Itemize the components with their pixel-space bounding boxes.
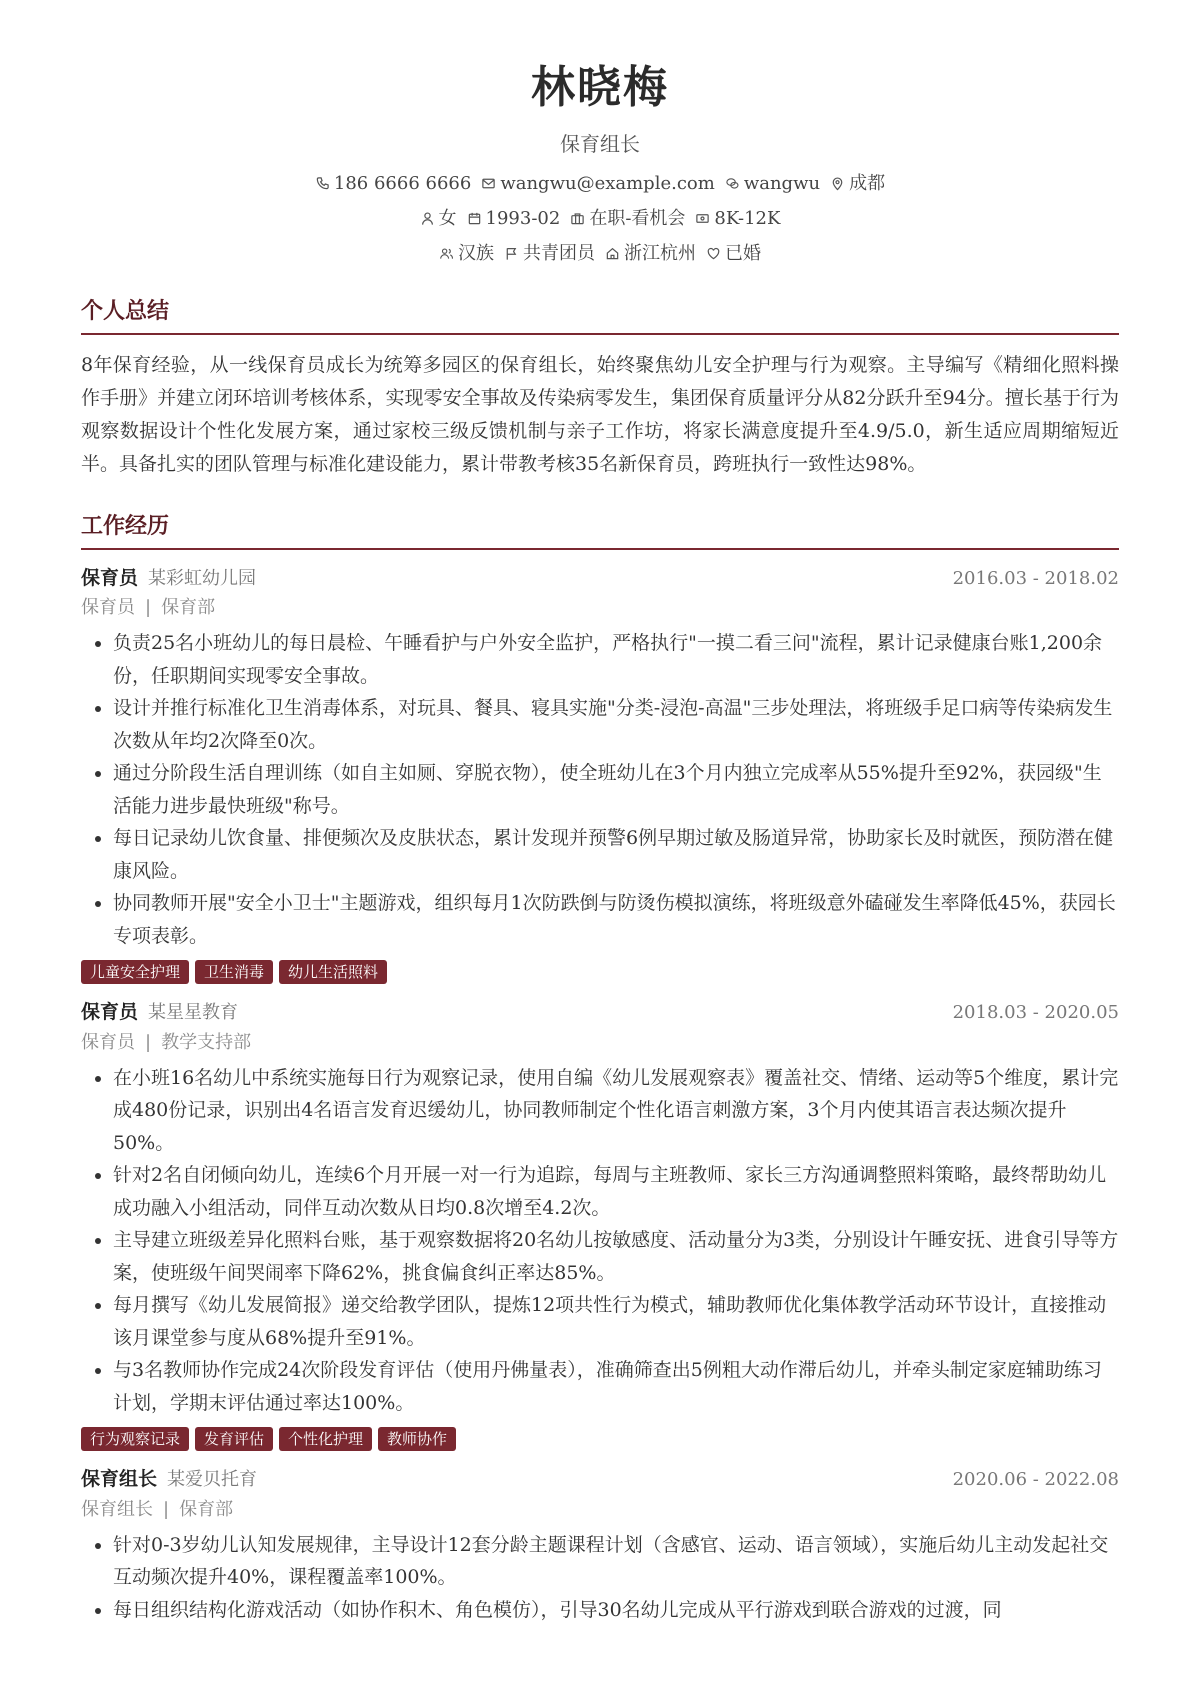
job-bullets [81, 627, 1119, 952]
contact-salary [695, 206, 780, 231]
political-text: 共青团员 [523, 243, 595, 265]
resume-content [81, 296, 1119, 1656]
wechat-icon [725, 176, 740, 191]
skill-tag: 行为观察记录 [81, 1427, 189, 1451]
job-position: 保育员 [81, 1031, 135, 1053]
bullet-item: • 负责25名小班幼儿的每日晨检、午睡看护与户外安全监护，严格执行"一摸二看三问"流程，累计记录健康台账1,200余份，任职期间实现零安全事故。 [113, 627, 1119, 692]
contact-gender [420, 206, 457, 231]
location-icon [830, 176, 845, 191]
bullet-item: • 主导建立班级差异化照料台账，基于观察数据将20名幼儿按敏感度、活动量分为3类，分别设计午睡安抚、进食引导等方案，使班级午间哭闹率下降62%，挑食偏食纠正率达85%。 [113, 1224, 1119, 1289]
job-position: 保育员 [81, 597, 135, 619]
job-role-group [81, 1465, 257, 1494]
contact-row-2 [0, 206, 1200, 231]
contact-row-1 [0, 171, 1200, 196]
location-text: 成都 [849, 172, 886, 194]
bullet-item: • 针对0-3岁幼儿认知发展规律，主导设计12套分龄主题课程计划（含感官、运动、语言领域），实施后幼儿主动发起社交互动频次提升40%，课程覆盖率100%。 [113, 1529, 1119, 1594]
job-subtitle [81, 1496, 1119, 1523]
job-entry [81, 998, 1119, 1451]
bullet-item: • 针对2名自闭倾向幼儿，连续6个月开展一对一行为追踪，每周与主班教师、家长三方沟通调整照料策略，最终帮助幼儿成功融入小组活动，同伴互动次数从日均0.8次增至4.2次。 [113, 1159, 1119, 1224]
bullet-item: • 在小班16名幼儿中系统实施每日行为观察记录，使用自编《幼儿发展观察表》覆盖社交、情绪、运动等5个维度，累计完成480份记录，识别出4名语言发育迟缓幼儿，协同教师制定个性化语言刺激方案，3个月内使其语言表达频次提升50%。 [113, 1062, 1119, 1160]
user-icon [420, 211, 435, 226]
ethnicity-text: 汉族 [458, 243, 494, 265]
job-department: 保育部 [161, 597, 216, 619]
job-header [81, 564, 1119, 593]
job-bullets [81, 1062, 1119, 1420]
contact-location [830, 171, 885, 196]
job-date: 2020.06 - 2022.08 [952, 1469, 1119, 1491]
job-role: 保育员 [81, 566, 139, 589]
job-subtitle [81, 1029, 1119, 1056]
job-header [81, 998, 1119, 1027]
phone-text: 186 6666 6666 [333, 172, 472, 194]
skill-tag: 幼儿生活照料 [279, 960, 387, 984]
marital-text: 已婚 [725, 243, 761, 265]
people-icon [439, 246, 454, 261]
contact-marital [706, 241, 761, 266]
contact-ethnicity [439, 241, 494, 266]
briefcase-icon [570, 211, 585, 226]
experience-section [81, 511, 1119, 1626]
wechat-text: wangwu [743, 172, 821, 194]
contact-hometown [605, 241, 696, 266]
job-title: 保育组长 [560, 131, 640, 156]
heart-icon [706, 246, 721, 261]
job-company: 某爱贝托育 [167, 1469, 258, 1491]
contact-row-3 [0, 241, 1200, 266]
skill-tag: 儿童安全护理 [81, 960, 189, 984]
job-position: 保育组长 [81, 1498, 153, 1520]
contact-status [570, 206, 685, 231]
separator: | [163, 1498, 170, 1520]
job-role: 保育组长 [81, 1468, 158, 1491]
email-text: wangwu@example.com [500, 172, 715, 194]
resume-header [0, 0, 1200, 266]
bullet-item: • 每日记录幼儿饮食量、排便频次及皮肤状态，累计发现并预警6例早期过敏及肠道异常，协助家长及时就医，预防潜在健康风险。 [113, 822, 1119, 887]
skill-tags [81, 960, 1119, 984]
job-bullets [81, 1529, 1119, 1627]
gender-text: 女 [438, 207, 457, 229]
hometown-text: 浙江杭州 [624, 243, 696, 265]
status-text: 在职-看机会 [589, 207, 686, 229]
bullet-item: • 协同教师开展"安全小卫士"主题游戏，组织每月1次防跌倒与防烫伤模拟演练，将班级意外磕碰发生率降低45%，获园长专项表彰。 [113, 887, 1119, 952]
bullet-item: • 与3名教师协作完成24次阶段发育评估（使用丹佛量表），准确筛查出5例粗大动作滞后幼儿，并牵头制定家庭辅助练习计划，学期末评估通过率达100%。 [113, 1354, 1119, 1419]
flag-icon [504, 246, 519, 261]
skill-tags [81, 1427, 1119, 1451]
calendar-icon [467, 211, 482, 226]
skill-tag: 教师协作 [378, 1427, 456, 1451]
money-icon [695, 211, 710, 226]
birth-text: 1993-02 [485, 207, 561, 229]
bullet-item: • 每月撰写《幼儿发展简报》递交给教学团队，提炼12项共性行为模式，辅助教师优化集体教学活动环节设计，直接推动该月课堂参与度从68%提升至91%。 [113, 1289, 1119, 1354]
job-date: 2018.03 - 2020.05 [952, 1002, 1119, 1024]
job-date: 2016.03 - 2018.02 [952, 567, 1119, 589]
phone-icon [315, 176, 330, 191]
job-header [81, 1465, 1119, 1494]
contact-political [504, 241, 595, 266]
separator: | [145, 1031, 152, 1053]
job-department: 保育部 [179, 1498, 234, 1520]
candidate-name: 林晓梅 [531, 62, 669, 113]
job-role: 保育员 [81, 1001, 139, 1024]
job-company: 某星星教育 [148, 1002, 239, 1024]
contact-phone [315, 171, 471, 196]
summary-section [81, 296, 1119, 481]
bullet-item: • 设计并推行标准化卫生消毒体系，对玩具、餐具、寝具实施"分类-浸泡-高温"三步处理法，将班级手足口病等传染病发生次数从年均2次降至0次。 [113, 692, 1119, 757]
job-company: 某彩虹幼儿园 [148, 567, 257, 589]
job-role-group [81, 564, 256, 593]
contact-wechat [725, 171, 820, 196]
job-role-group [81, 998, 238, 1027]
bullet-item: • 每日组织结构化游戏活动（如协作积木、角色模仿），引导30名幼儿完成从平行游戏到联合游戏的过渡，同 [113, 1594, 1119, 1627]
job-entry [81, 1465, 1119, 1626]
salary-text: 8K-12K [714, 207, 781, 229]
skill-tag: 发育评估 [195, 1427, 273, 1451]
summary-text: 8年保育经验，从一线保育员成长为统筹多园区的保育组长，始终聚焦幼儿安全护理与行为观察。主导编写《精细化照料操作手册》并建立闭环培训考核体系，实现零安全事故及传染病零发生，集团保育质量评分从82分跃升至94分。擅长基于行为观察数据设计个性化发展方案，通过家校三级反馈机制与亲子工作坊，将家长满意度提升至4.9/5.0，新生适应周期缩短近半。具备扎实的团队管理与标准化建设能力，累计带教考核35名新保育员，跨班执行一致性达98%。 [81, 353, 1119, 475]
separator: | [145, 597, 152, 619]
summary-heading: 个人总结 [81, 296, 1119, 335]
mail-icon [481, 176, 496, 191]
job-entry [81, 564, 1119, 985]
contact-birth [467, 206, 561, 231]
job-subtitle [81, 594, 1119, 621]
bullet-item: • 通过分阶段生活自理训练（如自主如厕、穿脱衣物），使全班幼儿在3个月内独立完成率从55%提升至92%，获园级"生活能力进步最快班级"称号。 [113, 757, 1119, 822]
contact-email [481, 171, 715, 196]
home-icon [605, 246, 620, 261]
skill-tag: 个性化护理 [279, 1427, 372, 1451]
skill-tag: 卫生消毒 [195, 960, 273, 984]
experience-heading: 工作经历 [81, 511, 1119, 550]
job-department: 教学支持部 [161, 1031, 252, 1053]
